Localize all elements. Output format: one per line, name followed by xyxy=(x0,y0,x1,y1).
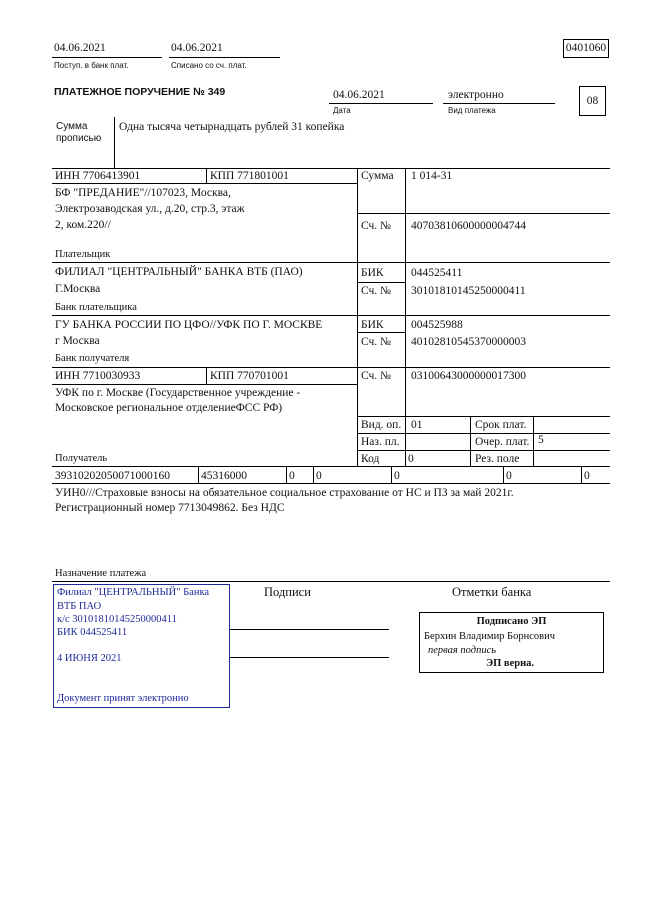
grid-line xyxy=(357,450,610,451)
purpose-line1: УИН0///Страховые взносы на обязательное социальное страхование от НС и ПЗ за май 2021г. xyxy=(55,487,514,499)
vid-op-label: Вид. оп. xyxy=(361,419,402,431)
payee-bank-name: ГУ БАНКА РОССИИ ПО ЦФО//УФК ПО Г. МОСКВЕ xyxy=(55,319,323,331)
status-code-box xyxy=(579,86,606,116)
payer-bank-caption: Банк плательщика xyxy=(55,302,137,313)
payer-account-label: Сч. № xyxy=(361,220,392,232)
grid-line xyxy=(52,483,610,484)
purpose-line2: Регистрационный номер 7713049862. Без НДС xyxy=(55,502,285,514)
payee-bank-city: г Москва xyxy=(55,335,100,347)
amount-words-divider xyxy=(114,117,115,168)
payee-name-line1: УФК по г. Москве (Государственное учреждение - xyxy=(55,387,301,399)
grid-line xyxy=(52,262,610,263)
payment-type: электронно xyxy=(448,89,504,101)
payer-caption: Плательщик xyxy=(55,249,111,260)
tax-field-doc-number: 0 xyxy=(394,470,400,482)
grid-line xyxy=(357,282,405,283)
srok-plat-label: Срок плат. xyxy=(475,419,527,431)
grid-line xyxy=(357,213,610,214)
date-debited: 04.06.2021 xyxy=(171,42,223,54)
grid-line xyxy=(405,168,406,466)
signer-name: Берхин Владимир Борнсович xyxy=(424,631,555,642)
grid-line xyxy=(286,466,287,483)
payer-name-line3: 2, ком.220// xyxy=(55,219,111,231)
payment-type-caption: Вид платежа xyxy=(448,106,496,115)
tax-field-kbk: 39310202050071000160 xyxy=(55,470,170,482)
payer-inn: ИНН 7706413901 xyxy=(55,170,141,182)
document-date-line xyxy=(329,103,433,104)
payee-account-value: 03100643000000017300 xyxy=(411,370,526,382)
form-code-box xyxy=(563,39,609,58)
kod-label: Код xyxy=(361,453,380,465)
amount-words-text: Одна тысяча четырнадцать рублей 31 копейка xyxy=(119,121,345,133)
vid-op-value: 01 xyxy=(411,419,423,431)
date-received: 04.06.2021 xyxy=(54,42,106,54)
stamp-line6: Документ принят электронно xyxy=(57,693,189,704)
document-date: 04.06.2021 xyxy=(333,89,385,101)
grid-line xyxy=(533,416,534,466)
grid-line xyxy=(357,416,610,417)
grid-line xyxy=(391,466,392,483)
payee-inn: ИНН 7710030933 xyxy=(55,370,141,382)
ocher-plat-value: 5 xyxy=(538,434,544,446)
grid-line xyxy=(52,384,357,385)
document-title: ПЛАТЕЖНОЕ ПОРУЧЕНИЕ № 349 xyxy=(54,86,226,98)
rez-pole-label: Рез. поле xyxy=(475,453,520,465)
payee-bank-account-value: 40102810545370000003 xyxy=(411,336,526,348)
signature-verified: ЭП верна. xyxy=(486,658,535,669)
tax-field-period: 0 xyxy=(316,470,322,482)
tax-field-type: 0 xyxy=(584,470,590,482)
grid-line xyxy=(357,168,358,466)
stamp-line4: БИК 044525411 xyxy=(57,627,128,638)
tax-field-oktmo: 45316000 xyxy=(201,470,247,482)
payee-caption: Получатель xyxy=(55,453,108,464)
kod-value: 0 xyxy=(408,453,414,465)
stamp-line2: ВТБ ПАО xyxy=(57,601,102,612)
amount-words-caption-1: Сумма xyxy=(56,121,88,132)
grid-line xyxy=(52,466,610,467)
grid-line xyxy=(313,466,314,483)
grid-line xyxy=(357,433,610,434)
grid-line xyxy=(581,466,582,483)
purpose-caption: Назначение платежа xyxy=(55,568,147,579)
form-code: 0401060 xyxy=(565,42,607,54)
bank-stamp xyxy=(53,584,230,708)
payee-kpp: КПП 770701001 xyxy=(210,370,289,382)
signature-line-2 xyxy=(230,657,389,658)
payee-bank-account-label: Сч. № xyxy=(361,336,392,348)
date-received-caption: Поступ. в банк плат. xyxy=(54,61,129,70)
grid-line xyxy=(206,168,207,183)
digital-signature-box xyxy=(419,612,604,673)
tax-field-doc-date: 0 xyxy=(506,470,512,482)
signer-role: первая подпись xyxy=(428,645,497,656)
payer-sum-label: Сумма xyxy=(361,170,394,182)
payee-bank-bik-label: БИК xyxy=(361,319,384,331)
payer-sum-value: 1 014-31 xyxy=(411,170,453,182)
date-received-line xyxy=(52,57,162,58)
ocher-plat-label: Очер. плат. xyxy=(475,436,530,448)
stamp-line1: Филиал "ЦЕНТРАЛЬНЫЙ" Банка xyxy=(57,587,210,598)
payer-account-value: 40703810600000004744 xyxy=(411,220,526,232)
bank-marks-caption: Отметки банка xyxy=(452,585,532,599)
signature-line-1 xyxy=(230,629,389,630)
stamp-line3: к/с 30101810145250000411 xyxy=(57,614,177,625)
signed-title: Подписано ЭП xyxy=(476,616,547,627)
grid-line xyxy=(198,466,199,483)
grid-line xyxy=(52,183,357,184)
payer-name-line1: БФ "ПРЕДАНИЕ"//107023, Москва, xyxy=(55,187,231,199)
payer-bank-name: ФИЛИАЛ "ЦЕНТРАЛЬНЫЙ" БАНКА ВТБ (ПАО) xyxy=(55,266,303,278)
naz-pl-label: Наз. пл. xyxy=(361,436,400,448)
grid-line xyxy=(357,332,405,333)
payer-bank-city: Г.Москва xyxy=(55,283,101,295)
grid-line xyxy=(52,315,610,316)
payee-bank-caption: Банк получателя xyxy=(55,353,130,364)
payee-account-label: Сч. № xyxy=(361,370,392,382)
tax-field-basis: 0 xyxy=(289,470,295,482)
signatures-caption: Подписи xyxy=(264,585,311,599)
date-debited-caption: Списано со сч. плат. xyxy=(171,61,247,70)
payer-bank-account-label: Сч. № xyxy=(361,285,392,297)
payment-type-line xyxy=(443,103,555,104)
grid-line xyxy=(503,466,504,483)
amount-words-caption-2: прописью xyxy=(56,133,102,144)
grid-line xyxy=(470,416,471,466)
purpose-bottom-line xyxy=(52,581,610,582)
payer-bank-bik-value: 044525411 xyxy=(411,267,463,279)
grid-line xyxy=(52,367,610,368)
payee-name-line2: Московское региональное отделениеФСС РФ) xyxy=(55,402,283,414)
date-debited-line xyxy=(169,57,280,58)
payee-bank-bik-value: 004525988 xyxy=(411,319,463,331)
payer-name-line2: Электрозаводская ул., д.20, стр.3, этаж xyxy=(55,203,245,215)
payer-bank-account-value: 30101810145250000411 xyxy=(411,285,526,297)
document-date-caption: Дата xyxy=(333,106,351,115)
grid-line xyxy=(206,367,207,384)
status-code: 08 xyxy=(586,95,599,107)
payer-bank-bik-label: БИК xyxy=(361,267,384,279)
stamp-line5: 4 ИЮНЯ 2021 xyxy=(57,653,122,664)
payer-kpp: КПП 771801001 xyxy=(210,170,289,182)
